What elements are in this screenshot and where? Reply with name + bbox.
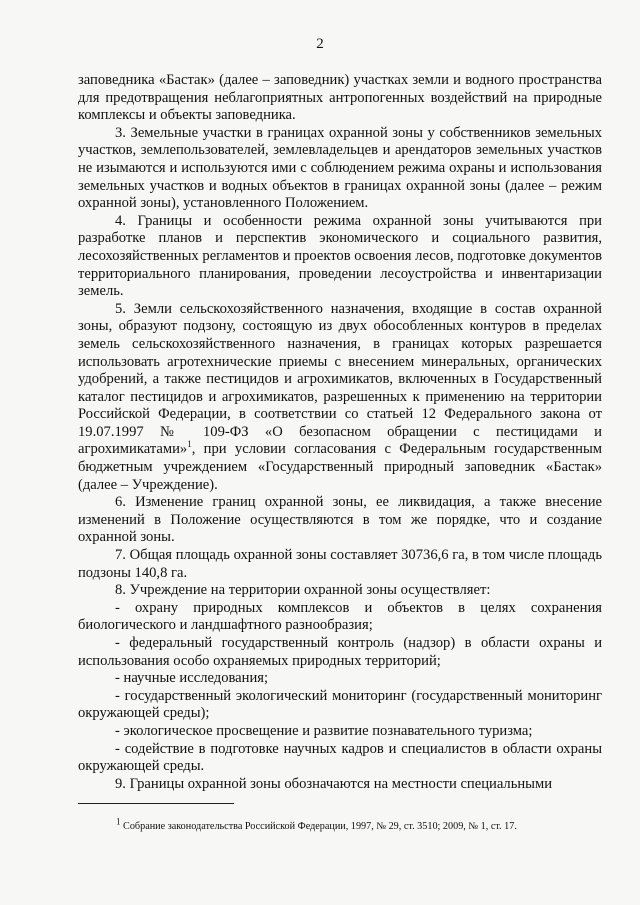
- page-number: 2: [316, 36, 324, 52]
- paragraph-7: 7. Общая площадь охранной зоны составляет 30736,6 га, в том числе площадь подзоны 140,8 га.: [78, 547, 602, 581]
- footnote-reference: 1: [187, 439, 192, 450]
- paragraph-5: [78, 301, 602, 495]
- list-item: - федеральный государственный контроль (надзор) в области охраны и использования особо охраняемых природных территорий;: [78, 635, 602, 669]
- paragraph-5-text: 5. Земли сельскохозяйственного назначения, входящие в состав охранной зоны, образуют подзону, состоящую из двух обособленных контуров в пределах земель сельскохозяйственного назначения, в границах которых разрешается использовать агротехнические приемы с внесением минеральных, органических удобрений, а также пестицидов и агрохимикатов, включенных в Государственный каталог пестицидов и агрохимикатов, разрешенных к применению на территории Российской Федерации, в соответствии со статьей 12 Федерального закона от 19.07.1997 № 109-ФЗ «О безопасном обращении с пестицидами и агрохимикатами»: [78, 300, 602, 458]
- list-item: - научные исследования;: [115, 670, 269, 687]
- list-item: - охрану природных комплексов и объектов в целях сохранения биологического и ландшафтного разнообразия;: [78, 599, 602, 634]
- paragraph-continuation: заповедника «Бастак» (далее – заповедник) участках земли и водного пространства для предотвращения неблагоприятных антропогенных воздействий на природные комплексы и объекты заповедника.: [78, 72, 602, 124]
- footnote-divider: [78, 803, 234, 804]
- paragraph-4: 4. Границы и особенности режима охранной зоны учитываются при разработке планов и перспектив экономического и социального развития, лесохозяйственных регламентов и проектов освоения лесов, подготовке документов территориального планирования, проведении лесоустройства и инвентаризации земель.: [78, 212, 602, 300]
- paragraph-6: 6. Изменение границ охранной зоны, ее ликвидация, а также внесение изменений в Положение осуществляются в том же порядке, что и создание охранной зоны.: [78, 494, 602, 546]
- list-item: - содействие в подготовке научных кадров и специалистов в области охраны окружающей среды.: [78, 740, 602, 775]
- document-body: [78, 72, 602, 793]
- paragraph-5-tail: , при условии согласования с Федеральным государственным бюджетным учреждением «Государственный природный заповедник «Бастак» (далее – Учреждение).: [78, 441, 602, 493]
- footnote-marker: 1: [116, 816, 121, 827]
- list-item: - экологическое просвещение и развитие познавательного туризма;: [115, 722, 533, 739]
- paragraph-3: 3. Земельные участки в границах охранной зоны у собственников земельных участков, землепользователей, землевладельцев и арендаторов земельных участков не изымаются и используются ими с соблюдением режима охраны и использования земельных участков и водных объектов в границах охранной зоны (далее – режим охранной зоны), установленного Положением.: [78, 124, 602, 212]
- footnote: [116, 816, 606, 833]
- paragraph-8: 8. Учреждение на территории охранной зоны осуществляет:: [115, 582, 491, 599]
- list-item: - государственный экологический мониторинг (государственный мониторинг окружающей среды);: [78, 687, 602, 722]
- paragraph-9: 9. Границы охранной зоны обозначаются на местности специальными: [115, 775, 553, 792]
- footnote-text: Собрание законодательства Российской Федерации, 1997, № 29, ст. 3510; 2009, № 1, ст. 17.: [123, 821, 517, 832]
